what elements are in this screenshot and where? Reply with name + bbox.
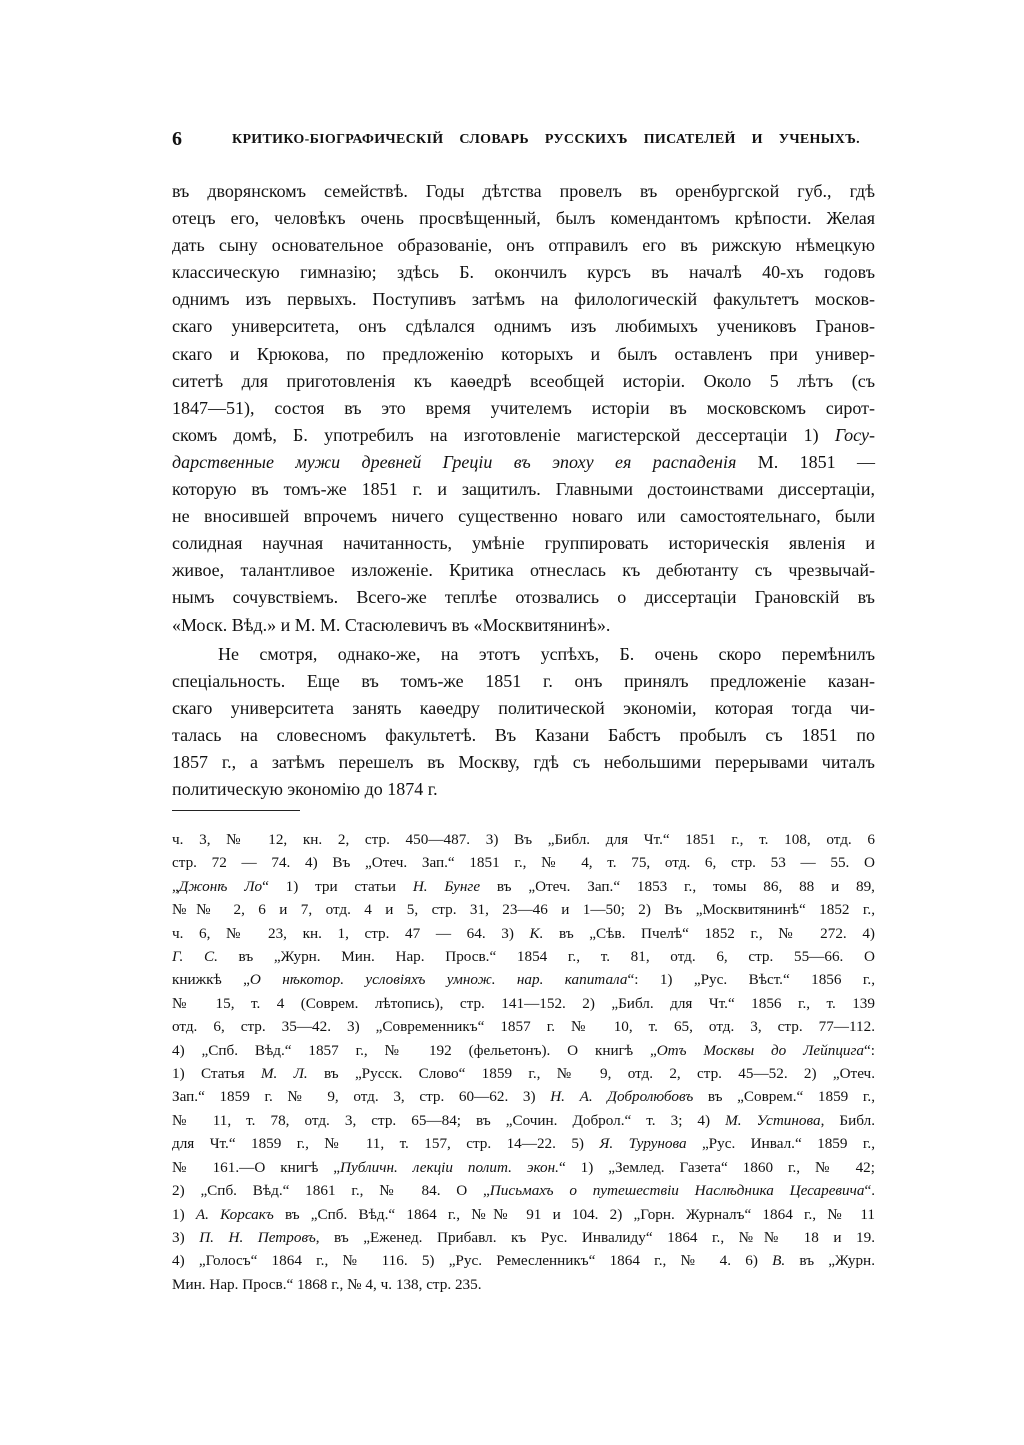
running-header	[172, 128, 860, 154]
text-segment: 2) „Спб. Вѣд.“ 1861 г., № 84. О „	[172, 1182, 490, 1200]
text-line	[172, 641, 875, 668]
text-line	[172, 449, 875, 476]
text-line	[172, 1249, 875, 1272]
text-line	[172, 503, 875, 530]
text-segment: талась на словесномъ факультетѣ. Въ Казани Бабстъ пробылъ съ 1851 по	[172, 724, 875, 745]
text-segment: М. 1851 —	[736, 451, 875, 472]
page-number: 6	[172, 128, 182, 150]
text-segment: Не смотря, однако-же, на этотъ успѣхъ, Б. очень скоро перемѣнилъ	[218, 643, 875, 664]
running-title: КРИТИКО-БІОГРАФИЧЕСКІЙ СЛОВАРЬ РУССКИХЪ ПИСАТЕЛЕЙ И УЧЕНЫХЪ.	[232, 132, 860, 147]
text-line	[172, 395, 875, 422]
text-line	[172, 875, 875, 898]
text-line	[172, 584, 875, 611]
text-segment: ситетѣ для приготовленія къ каѳедрѣ всеобщей исторіи. Около 5 лѣтъ (съ	[172, 370, 875, 391]
footnote-divider	[172, 810, 300, 811]
text-line	[172, 178, 875, 205]
text-segment: № 161.—О книгѣ „	[172, 1158, 341, 1176]
italic-title: В.	[772, 1252, 786, 1270]
text-segment: “ 1) „Землед. Газета“ 1860 г., № 42;	[558, 1158, 875, 1176]
text-segment: “:	[864, 1041, 875, 1059]
text-line	[172, 1132, 875, 1155]
text-segment: стр. 72 — 74. 4) Въ „Отеч. Зап.“ 1851 г., № 4, т. 75, отд. 6, стр. 53 — 55. О	[172, 854, 875, 872]
text-segment: «Моск. Вѣд.» и М. М. Стасюлевичъ въ «Москвитянинѣ».	[172, 614, 611, 635]
text-segment: классическую гимназію; здѣсь Б. окончилъ курсъ въ началѣ 40-хъ годовъ	[172, 262, 875, 283]
text-line	[172, 422, 875, 449]
text-segment: “ 1) три статьи	[262, 877, 413, 895]
text-segment: дать сыну основательное образованіе, онъ отправилъ его въ рижскую нѣмецкую	[172, 235, 875, 256]
text-segment: въ дворянскомъ семействѣ. Годы дѣтства провелъ въ оренбургской губ., гдѣ	[172, 181, 875, 201]
italic-title: Отъ Москвы до Лейпцига	[656, 1041, 865, 1059]
italic-title: А. Корсакъ	[195, 1205, 274, 1223]
text-line	[172, 368, 875, 395]
text-line	[172, 612, 875, 639]
paragraph	[172, 178, 875, 639]
text-segment: отд. 6, стр. 35—42. 3) „Современникъ“ 1857 г. № 10, т. 65, отд. 3, стр. 77—112.	[172, 1018, 875, 1036]
text-line	[172, 1156, 875, 1179]
text-line	[172, 1015, 875, 1038]
text-line	[172, 1273, 875, 1296]
text-segment: ч. 6, № 23, кн. 1, стр. 47 — 64. 3)	[172, 924, 530, 942]
text-segment: Зап.“ 1859 г. № 9, отд. 3, стр. 60—62. 3)	[172, 1088, 551, 1106]
text-segment: скомъ домѣ, Б. употребилъ на изготовленіе магистерской дессертаціи 1)	[172, 424, 835, 445]
text-segment: спеціальность. Еще въ томъ-же 1851 г. онъ принялъ предложеніе казан-	[172, 670, 875, 691]
text-segment: политическую экономію до 1874 г.	[172, 779, 438, 800]
text-line	[172, 476, 875, 503]
text-segment: 1847—51), состоя въ это время учителемъ исторіи въ московскомъ сирот-	[172, 397, 875, 418]
text-segment: живое, талантливое изложеніе. Критика отнеслась къ дебютанту съ чрезвычай-	[172, 560, 875, 581]
text-line	[172, 695, 875, 722]
text-segment: “: 1) „Рус. Вѣст.“ 1856 г.,	[627, 971, 875, 989]
text-segment: „Рус. Инвал.“ 1859 г.,	[686, 1135, 875, 1153]
text-segment: скаго университета, онъ сдѣлался однимъ изъ любимыхъ учениковъ Гранов-	[172, 316, 875, 337]
text-line	[172, 992, 875, 1015]
text-segment: “.	[864, 1182, 876, 1200]
text-line	[172, 557, 875, 584]
text-segment: въ „Журн.	[785, 1252, 875, 1270]
italic-title: Госу-	[834, 424, 875, 445]
text-segment: ч. 3, № 12, кн. 2, стр. 450—487. 3) Въ „Библ. для Чт.“ 1851 г., т. 108, отд. 6	[172, 831, 875, 848]
text-segment: въ „Русск. Слово“ 1859 г., № 9, отд. 2, стр. 45—52. 2) „Отеч.	[307, 1065, 875, 1083]
text-segment: однимъ изъ первыхъ. Поступивъ затѣмъ на филологическій факультетъ москов-	[172, 289, 875, 310]
text-line	[172, 205, 875, 232]
text-segment: отецъ его, человѣкъ очень просвѣщенный, былъ комендантомъ крѣпости. Желая	[172, 208, 875, 229]
text-line	[172, 776, 875, 803]
text-line	[172, 1039, 875, 1062]
text-segment: въ „Журн. Мин. Нар. Просв.“ 1854 г., т. 81, отд. 6, стр. 55—66. О	[217, 948, 875, 966]
text-segment: солидная научная начитанность, умѣніе группировать историческія явленія и	[172, 533, 875, 554]
text-segment: для Чт.“ 1859 г., № 11, т. 157, стр. 14—22. 5)	[172, 1135, 600, 1153]
text-line	[172, 313, 875, 340]
text-line	[172, 232, 875, 259]
italic-title: Я. Турунова	[599, 1135, 687, 1153]
text-line	[172, 722, 875, 749]
text-segment: въ „Соврем.“ 1859 г.,	[693, 1088, 876, 1106]
text-line	[172, 1203, 875, 1226]
text-line	[172, 259, 875, 286]
text-segment: Мин. Нар. Просв.“ 1868 г., № 4, ч. 138, стр. 235.	[172, 1275, 482, 1293]
text-segment: книжкѣ „	[172, 971, 250, 989]
italic-title: Джонѣ Ло	[178, 877, 263, 895]
main-text	[172, 178, 875, 803]
italic-title: М. Л.	[260, 1065, 308, 1083]
text-line	[172, 945, 875, 968]
text-line	[172, 1062, 875, 1085]
italic-title: О нѣкотор. условіяхъ умнож. нар. капитала	[249, 971, 628, 989]
text-segment: нымъ сочувствіемъ. Всего-же теплѣе отозвались о диссертаціи Грановскій въ	[172, 587, 875, 608]
text-segment: которую въ томъ-же 1851 г. и защитилъ. Главными достоинствами диссертаціи,	[172, 479, 875, 500]
italic-title: Н. А. Добролюбовъ	[550, 1088, 694, 1106]
text-segment: 4) „Спб. Вѣд.“ 1857 г., № 192 (фельетонъ). О книгѣ „	[172, 1041, 657, 1059]
italic-title: П. Н. Петровъ	[199, 1228, 316, 1246]
text-segment: , Библ.	[820, 1111, 875, 1129]
text-segment: 4) „Голосъ“ 1864 г., № 116. 5) „Рус. Ремесленникъ“ 1864 г., № 4. 6)	[172, 1252, 773, 1270]
text-line	[172, 1226, 875, 1249]
italic-title: К.	[529, 924, 544, 942]
text-segment: не вносившей впрочемъ ничего существенно новаго или самостоятельнаго, были	[172, 506, 875, 527]
text-segment: № 11, т. 78, отд. 3, стр. 65—84; въ „Сочин. Доброл.“ т. 3; 4)	[172, 1111, 726, 1129]
text-segment: „	[172, 877, 179, 895]
text-line	[172, 968, 875, 991]
text-line	[172, 530, 875, 557]
italic-title: дарственные мужи древней Греціи въ эпоху ея распаденія	[172, 451, 737, 472]
text-segment: 1) Статья	[172, 1065, 261, 1083]
text-line	[172, 828, 875, 851]
text-segment: скаго университета занять каѳедру политической экономіи, которая тогда чи-	[172, 697, 875, 718]
text-line	[172, 851, 875, 874]
text-line	[172, 1109, 875, 1132]
italic-title: Публичн. лекціи полит. экон.	[340, 1158, 559, 1176]
text-segment: № 15, т. 4 (Соврем. лѣтопись), стр. 141—152. 2) „Библ. для Чт.“ 1856 г., т. 139	[172, 994, 875, 1012]
text-line	[172, 749, 875, 776]
italic-title: Г. С.	[172, 948, 218, 966]
text-line	[172, 1179, 875, 1202]
text-segment: скаго и Крюкова, по предложенію которыхъ и былъ оставленъ при универ-	[172, 343, 875, 364]
text-segment: 1857 г., а затѣмъ перешелъ въ Москву, гдѣ съ небольшими перерывами читалъ	[172, 751, 875, 772]
text-line	[172, 668, 875, 695]
text-line	[172, 898, 875, 921]
text-line	[172, 922, 875, 945]
italic-title: Н. Бунге	[412, 877, 481, 895]
paragraph	[172, 641, 875, 804]
text-segment: , въ „Еженед. Прибавл. къ Рус. Инвалиду“ 1864 г., №№ 18 и 19.	[315, 1228, 875, 1246]
italic-title: М. Устинова	[725, 1111, 821, 1129]
italic-title: Письмахъ о путешествіи Наслѣдника Цесаревича	[489, 1182, 865, 1200]
text-line	[172, 286, 875, 313]
text-line	[172, 1085, 875, 1108]
text-segment: №№ 2, 6 и 7, отд. 4 и 5, стр. 31, 23—46 и 1—50; 2) Въ „Москвитянинѣ“ 1852 г.,	[172, 901, 875, 919]
text-segment: въ „Отеч. Зап.“ 1853 г., томы 86, 88 и 89,	[480, 877, 875, 895]
text-segment: 3)	[172, 1228, 200, 1246]
text-line	[172, 341, 875, 368]
text-segment: въ „Сѣв. Пчелѣ“ 1852 г., № 272. 4)	[543, 924, 875, 942]
text-segment: въ „Спб. Вѣд.“ 1864 г., №№ 91 и 104. 2) „Горн. Журналъ“ 1864 г., № 11	[273, 1205, 876, 1223]
text-segment: 1)	[172, 1205, 196, 1223]
footnotes	[172, 828, 875, 1296]
